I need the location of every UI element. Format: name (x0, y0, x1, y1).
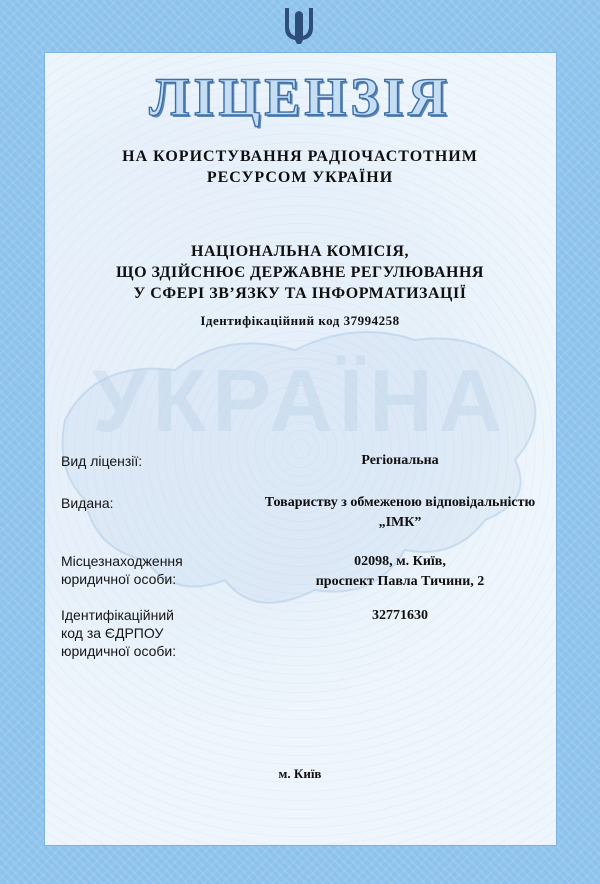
issuer-line-1: НАЦІОНАЛЬНА КОМІСІЯ, (191, 243, 409, 260)
ukraina-watermark: УКРАЇНА (91, 351, 509, 450)
issued-to-value-line-2: „ІМК” (378, 515, 422, 530)
location-value-line-2: проспект Павла Тичини, 2 (315, 574, 485, 589)
issued-to-label: Видана: (61, 495, 114, 511)
license-type-label: Вид ліцензії: (61, 453, 143, 469)
footer-city: м. Київ (278, 766, 322, 781)
edrpou-label-line-3: юридичної особи: (61, 643, 177, 659)
license-title: ЛІЦЕНЗІЯ (149, 67, 451, 127)
location-label-line-1: Місцезнаходження (61, 553, 183, 569)
edrpou-value: 32771630 (372, 608, 428, 623)
trident-emblem-icon (281, 4, 317, 46)
location-label-line-2: юридичної особи: (61, 571, 177, 587)
license-type-value: Регіональна (361, 453, 439, 468)
issuer-line-3: У СФЕРІ ЗВ’ЯЗКУ ТА ІНФОРМАТИЗАЦІЇ (133, 285, 467, 302)
issuer-id-code: Ідентифікаційний код 37994258 (200, 313, 400, 328)
issuer-line-2: ЩО ЗДІЙСНЮЄ ДЕРЖАВНЕ РЕГУЛЮВАННЯ (116, 264, 484, 281)
subtitle-line-1: НА КОРИСТУВАННЯ РАДІОЧАСТОТНИМ (122, 148, 478, 165)
issued-to-value-line-1: Товариству з обмеженою відповідальністю (264, 495, 536, 510)
edrpou-label-line-2: код за ЄДРПОУ (61, 625, 164, 641)
edrpou-label-line-1: Ідентифікаційний (61, 607, 174, 623)
subtitle-line-2: РЕСУРСОМ УКРАЇНИ (206, 169, 394, 186)
location-value-line-1: 02098, м. Київ, (354, 554, 446, 569)
